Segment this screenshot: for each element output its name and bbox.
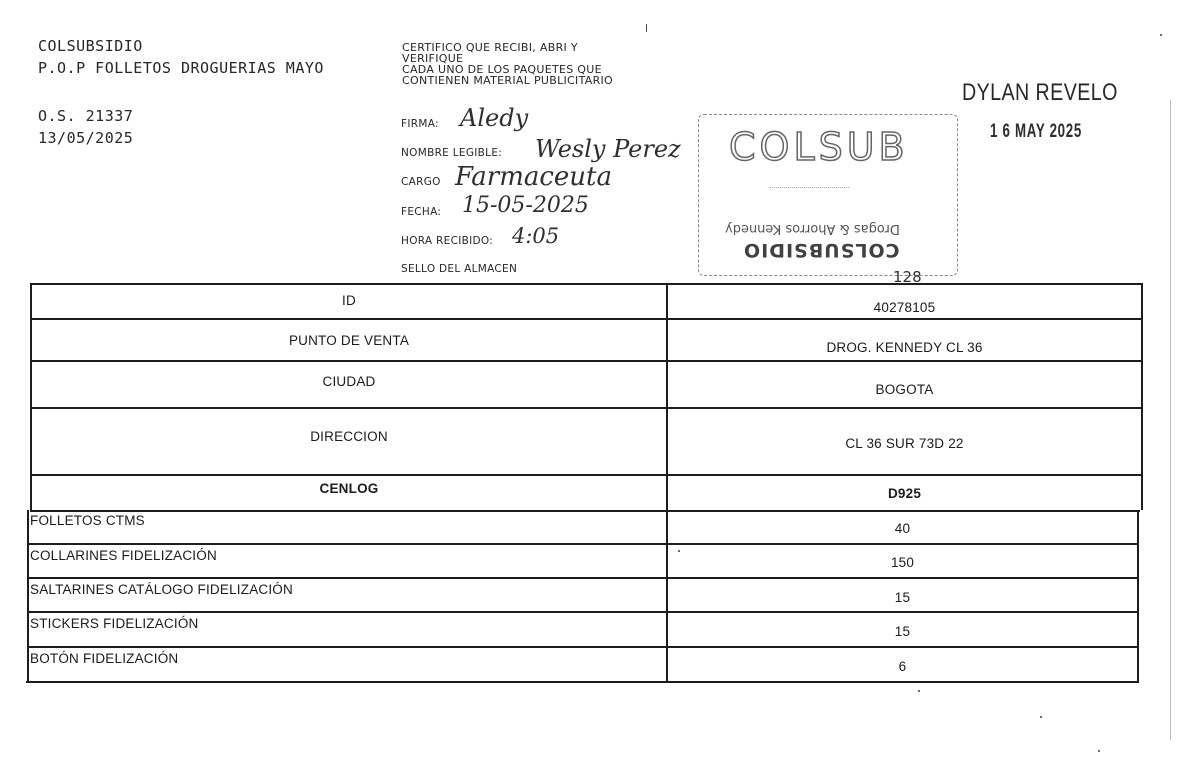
cert-line-4: CONTIENEN MATERIAL PUBLICITARIO [402,74,614,87]
cargo-label: CARGO [401,176,441,188]
store-stamp [698,114,958,276]
cargo-handwritten: Farmaceuta [455,162,613,192]
item-label-folletos: FOLLETOS CTMS [30,513,145,528]
row-value-id: 40278105 [873,300,936,315]
nombre-handwritten: Wesly Perez [535,135,681,163]
cert-line-3: CADA UNO DE LOS PAQUETES QUE [402,63,602,76]
header-block [38,35,324,149]
signature-handwritten: Aledy [460,104,529,132]
row-value-ciudad: BOGOTA [875,382,934,397]
item-label-boton: BOTÓN FIDELIZACIÓN [30,651,179,666]
item-value-collarines: 150 [890,555,915,570]
hora-label: HORA RECIBIDO: [401,235,494,247]
cert-line-1: CERTIFICO QUE RECIBI, ABRI Y [402,41,578,54]
order-number: O.S. 21337 [38,107,134,125]
company-name: COLSUBSIDIO [38,37,143,55]
receiver-name: DYLAN REVELO [962,79,1118,106]
nombre-label: NOMBRE LEGIBLE: [401,147,503,159]
item-label-stickers: STICKERS FIDELIZACIÓN [30,616,199,631]
item-value-stickers: 15 [894,624,911,639]
item-label-saltarines: SALTARINES CATÁLOGO FIDELIZACIÓN [30,582,293,597]
row-value-direccion: CL 36 SUR 73D 22 [845,436,964,451]
fecha-label: FECHA: [401,206,442,218]
item-label-collarines: COLLARINES FIDELIZACIÓN [30,548,217,563]
row-label-direccion: DIRECCION [310,429,388,444]
stamp-logo-text: COLSUB [729,125,909,169]
fecha-handwritten: 15-05-2025 [462,193,589,218]
stamp-number: 128 [893,268,922,286]
item-value-saltarines: 15 [894,590,911,605]
campaign-title: P.O.P FOLLETOS DROGUERIAS MAYO [38,59,324,77]
order-date: 13/05/2025 [38,129,134,147]
stamp-brand: COLSUBSIDIO [743,239,900,261]
row-label-punto: PUNTO DE VENTA [288,333,410,348]
firma-label: FIRMA: [401,118,439,130]
sello-label: SELLO DEL ALMACEN [401,263,518,275]
row-label-ciudad: CIUDAD [322,374,376,389]
row-value-cenlog: D925 [887,486,922,501]
row-value-punto: DROG. KENNEDY CL 36 [826,340,983,355]
cert-line-2: VERIFIQUE [402,52,464,65]
row-label-cenlog: CENLOG [319,481,379,496]
certification-text [402,42,613,86]
item-value-boton: 6 [898,659,907,674]
item-value-folletos: 40 [894,521,911,536]
stamp-store-name: Drogas & Ahorros Kennedy [725,221,900,236]
row-label-id: ID [342,293,356,308]
receiver-date-stamp: 1 6 MAY 2025 [990,121,1082,142]
hora-handwritten: 4:05 [512,224,560,248]
